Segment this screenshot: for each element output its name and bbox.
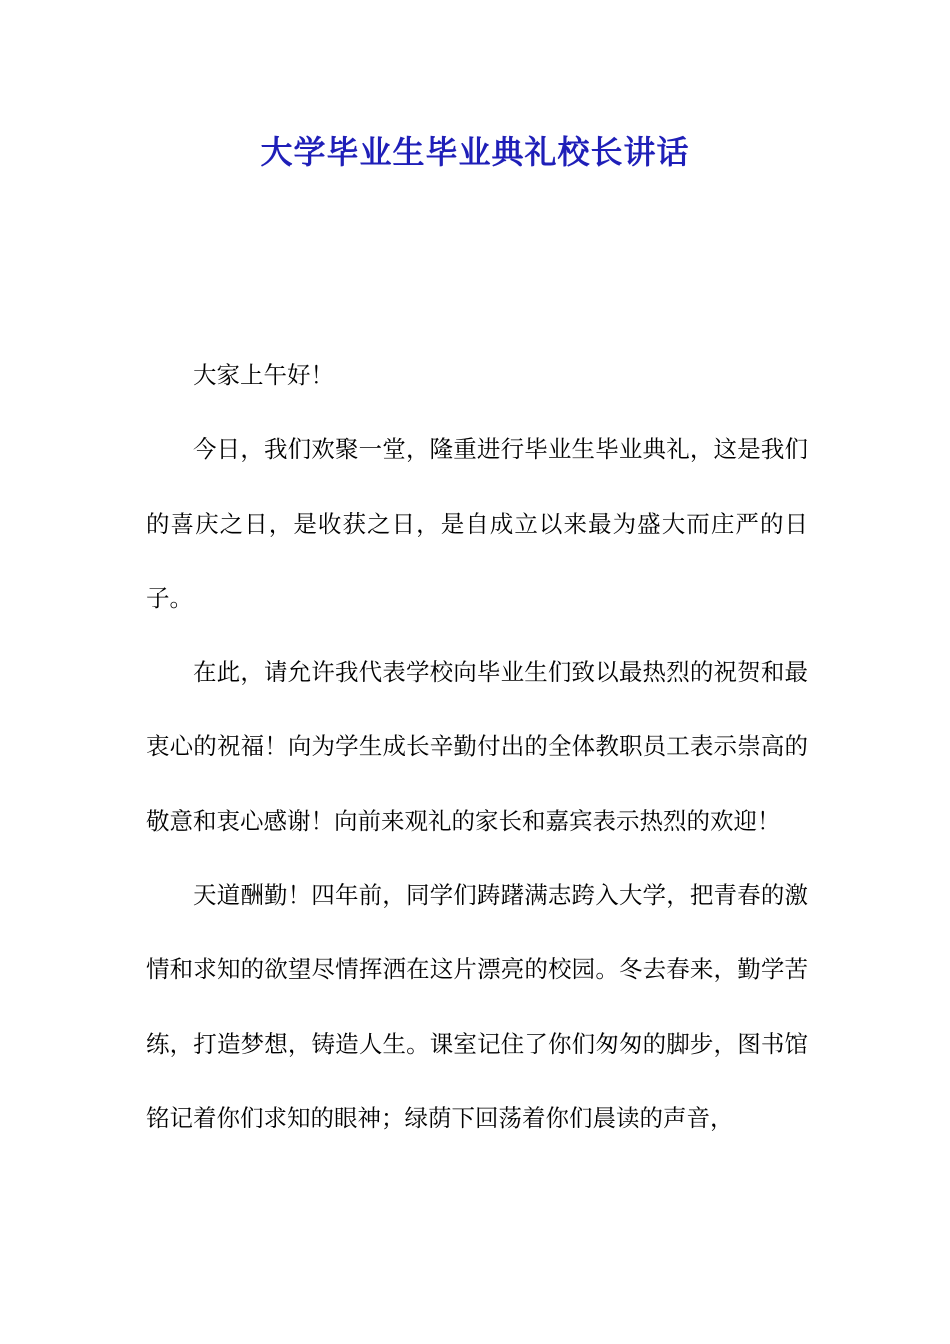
paragraph-greeting: 大家上午好！ (193, 361, 334, 389)
document-body (146, 338, 808, 1155)
document-title: 大学毕业生毕业典礼校长讲话 (260, 133, 690, 171)
paragraph-reflection: 天道酬勤！四年前，同学们踌躇满志跨入大学，把青春的激情和求知的欲望尽情挥洒在这片漂亮的校园。冬去春来，勤学苦练，打造梦想，铸造人生。课室记住了你们匆匆的脚步，图书馆铭记着你们求知的眼神；绿荫下回荡着你们晨读的声音， (146, 881, 808, 1132)
paragraph-opening: 今日，我们欢聚一堂，隆重进行毕业生毕业典礼，这是我们的喜庆之日，是收获之日，是自成立以来最为盛大而庄严的日子。 (146, 435, 808, 612)
paragraph-congratulations: 在此，请允许我代表学校向毕业生们致以最热烈的祝贺和最衷心的祝福！向为学生成长辛勤付出的全体教职员工表示崇高的敬意和衷心感谢！向前来观礼的家长和嘉宾表示热烈的欢迎！ (146, 658, 808, 835)
